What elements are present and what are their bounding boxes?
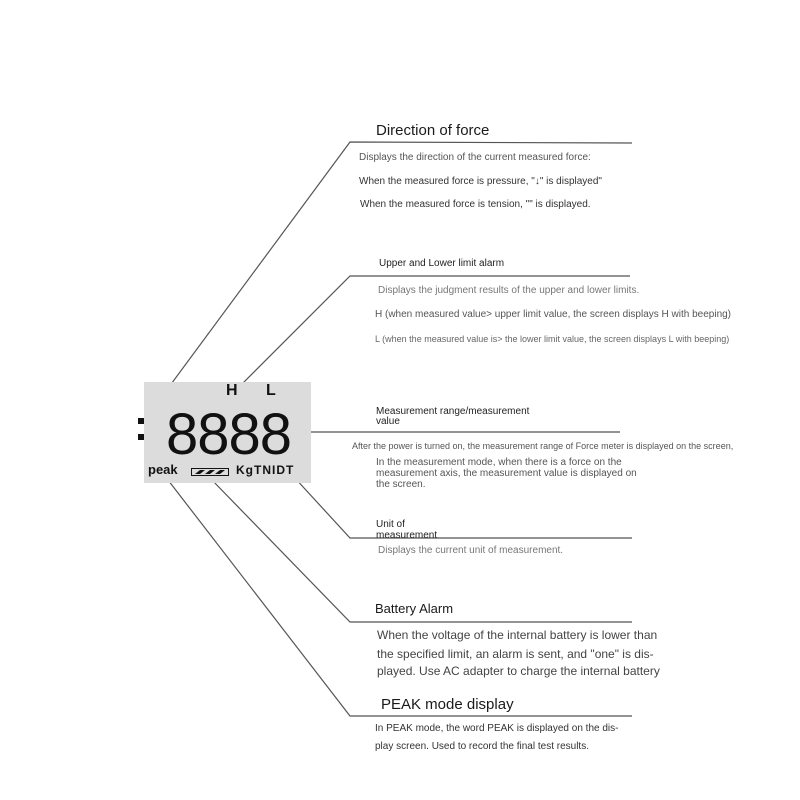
callout-direction-line-1: Displays the direction of the current measured force:: [359, 152, 591, 163]
callout-limit-title: Upper and Lower limit alarm: [379, 258, 505, 269]
callout-battery-title: Battery Alarm: [375, 601, 454, 616]
callout-unit-title: Unit of measurement: [376, 519, 438, 541]
callout-range-line-1: After the power is turned on, the measurement range of Force meter is displayed on the screen,: [352, 441, 734, 451]
lcd-hl-indicator: H L: [226, 382, 288, 399]
direction-arrow-icon: [138, 418, 146, 446]
callout-battery-line-3: played. Use AC adapter to charge the internal battery: [377, 664, 660, 678]
lcd-peak-label: peak: [148, 462, 178, 477]
callout-direction-line-3: When the measured force is tension, "" is displayed.: [360, 199, 591, 210]
callout-battery-line-2: the specified limit, an alarm is sent, and "one" is dis-: [377, 647, 654, 661]
callout-battery-line-1: When the voltage of the internal battery is lower than: [377, 628, 658, 642]
callout-limit-line-3: L (when the measured value is> the lower limit value, the screen displays L with beeping): [375, 334, 730, 344]
lcd-display: [144, 382, 311, 483]
callout-unit-line-1: Displays the current unit of measurement.: [378, 545, 564, 556]
callout-peak-title: PEAK mode display: [381, 696, 514, 713]
callout-range-title: Measurement range/measurement value: [376, 406, 530, 427]
callout-peak-line-1: In PEAK mode, the word PEAK is displayed on the dis-: [375, 723, 619, 734]
lcd-digits: 8888: [166, 402, 292, 467]
callout-range-line-2: In the measurement mode, when there is a force on the measurement axis, the measurement value is displayed on the screen.: [376, 457, 637, 490]
callout-limit-line-2: H (when measured value> upper limit value, the screen displays H with beeping): [375, 309, 732, 320]
callout-direction-title: Direction of force: [376, 122, 490, 139]
callout-direction-line-2: When the measured force is pressure, "↓" is displayed": [359, 176, 602, 187]
lcd-units-label: KgTNIDT: [236, 463, 295, 477]
callout-peak-line-2: play screen. Used to record the final test results.: [375, 741, 589, 752]
battery-icon: [191, 468, 229, 476]
callout-limit-line-1: Displays the judgment results of the upper and lower limits.: [378, 285, 640, 296]
